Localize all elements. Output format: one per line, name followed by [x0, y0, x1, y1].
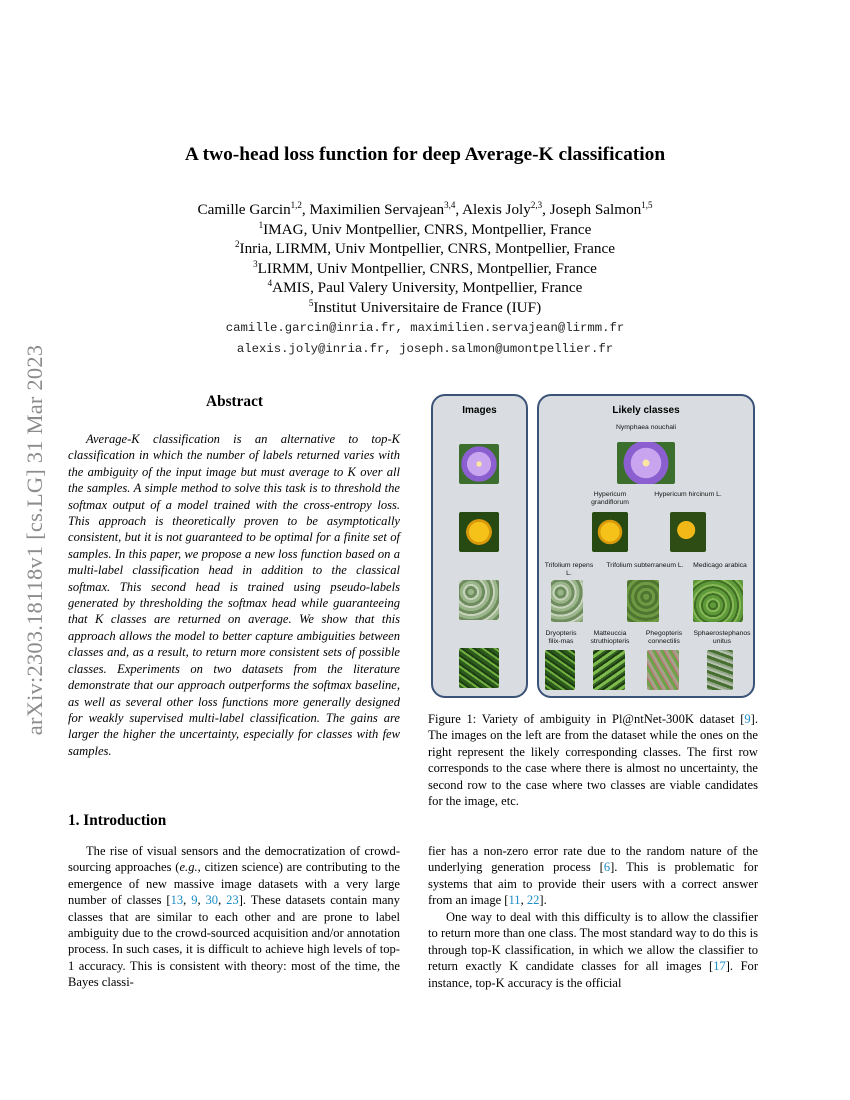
citation-link[interactable]: 13 — [170, 893, 184, 908]
class-label: Hypericum hircinum L. — [654, 491, 722, 498]
affil-text: Inria, LIRMM, Univ Montpellier, CNRS, Montpellier, France — [239, 240, 615, 258]
likely-classes-panel — [537, 394, 755, 698]
text-run: ]. For instance, top-K accuracy is the official — [428, 959, 758, 990]
image-water-lily — [459, 444, 499, 484]
abstract-heading: Abstract — [206, 393, 263, 410]
abstract-text: Average-K classification is an alternative to top-K classification in which the number of labels returned varies with the ambiguity of the input image but must average to K over all the samples. A simple method to solve this task is to threshold the softmax output of a model trained with the cross-entropy loss. This approach is theoretically proven to be asymptotically consistent, but it is not guaranteed to be optimal for a finite set of samples. In this paper, we propose a new loss function based on a multi-label classification head in addition to the classical softmax. This second head is trained using pseudo-labels generated by thresholding the softmax head while guaranteeing that K classes are returned on average. We show that this approach allows the model to better capture ambiguities between classes and, as a result, to return more consistent sets of possible classes. Experiments on two datasets from the literature demonstrate that our approach outperforms the softmax baseline, as well as several other loss functions more generally designed for weakly supervised multi-label classification. The gains are larger the higher the uncertainty, especially for classes with few samples. — [68, 432, 400, 758]
author-sep: , — [542, 201, 550, 218]
affiliation — [0, 239, 850, 259]
arxiv-stamp: arXiv:2303.18118v1 [cs.LG] 31 Mar 2023 — [22, 344, 47, 736]
class-image-hypericum-hircinum — [670, 512, 706, 552]
image-clover — [459, 580, 499, 620]
author-name: Alexis Joly — [462, 201, 531, 218]
image-hypericum — [459, 512, 499, 552]
affil-num: 1 — [258, 219, 264, 230]
class-label: Phegopteris connectilis — [645, 630, 683, 645]
class-label: Matteuccia struthiopteris — [590, 630, 630, 645]
class-image-phegopteris — [647, 650, 679, 690]
class-image-nymphaea — [617, 442, 675, 484]
text-run: The rise of visual sensors and the democratization of crowd-sourcing approaches ( — [68, 844, 400, 875]
author-affil: 2,3 — [530, 199, 543, 210]
class-label: Trifolium subterraneum L. — [606, 562, 684, 569]
class-image-matteuccia — [593, 650, 625, 690]
affil-text: IMAG, Univ Montpellier, CNRS, Montpellier, France — [263, 220, 592, 238]
text-run: fier has a non-zero error rate due to the random nature of the underlying generation process [ — [428, 844, 758, 875]
class-label: Trifolium repens L. — [544, 562, 594, 577]
class-image-trifolium-repens — [551, 580, 583, 622]
affil-num: 2 — [235, 239, 240, 250]
author-affil: 1,5 — [641, 199, 653, 210]
text-run: ]. This is problematic for systems that aim to provide their users with a correct answer from an image [ — [428, 860, 758, 908]
email-line: alexis.joly@inria.fr, joseph.salmon@umontpellier.fr — [236, 342, 614, 356]
likely-classes-title: Likely classes — [612, 405, 680, 416]
email-line: camille.garcin@inria.fr, maximilien.servajean@lirmm.fr — [225, 321, 625, 335]
images-panel — [431, 394, 528, 698]
author-line — [0, 200, 850, 220]
affiliation — [0, 259, 850, 279]
author-block — [0, 200, 850, 318]
class-image-sphaerostephanos — [707, 650, 733, 690]
affiliation — [0, 220, 850, 240]
citation-link[interactable]: 11 — [508, 893, 521, 908]
class-image-dryopteris — [545, 650, 575, 690]
text-run: ]. The images on the left are from the dataset while the ones on the right represent the likely corresponding classes. The first row corresponds to the case where there is almost no uncertainty, the second row to the case where two classes are viable candidates for the image, etc. — [428, 712, 758, 809]
text-run: e.g., — [179, 860, 201, 875]
affil-text: Institut Universitaire de France (IUF) — [313, 298, 542, 316]
citation-link[interactable]: 6 — [603, 860, 611, 875]
author-sep: , — [301, 201, 310, 218]
paper-title: A two-head loss function for deep Average-K classification — [184, 144, 666, 165]
text-run: Figure 1: Variety of ambiguity in Pl@ntNet-300K dataset [ — [428, 712, 745, 726]
affil-text: AMIS, Paul Valery University, Montpellier, France — [272, 279, 583, 297]
figure-caption — [428, 711, 758, 809]
images-panel-title: Images — [462, 405, 497, 416]
class-image-medicago — [693, 580, 743, 622]
citation-link[interactable]: 9 — [191, 893, 198, 908]
right-paragraph-2 — [428, 909, 758, 991]
affil-text: LIRMM, Univ Montpellier, CNRS, Montpellier, France — [257, 259, 597, 277]
citation-link[interactable]: 23 — [226, 893, 239, 908]
text-run: One way to deal with this difficulty is to allow the classifier to return more than one class. The most standard way to do this is through top-K classification, in which we allow the classifier to return exactly K candidate classes for all images [ — [428, 910, 758, 974]
author-affil: 3,4 — [444, 199, 456, 210]
citation-link[interactable]: 17 — [713, 959, 726, 974]
right-paragraph-1: fier has a non-zero error rate due to the random nature of the underlying generation process [6]. This is problematic for systems that aim to provide their users with a correct answer from an image [11, 22]. — [428, 844, 758, 908]
class-label: Nymphaea nouchali — [615, 424, 677, 431]
text-run: ]. These datasets contain many classes that are similar to each other and are prone to label ambiguity due to the crowd-sourced acquisition and/or annotation process. In such cases, it is difficult to achieve high levels of top-1 accuracy. This is consistent with theory: most of the time, the Bayes classi- — [68, 893, 400, 990]
text-run: citizen science) are contributing to the emergence of new massive image datasets with a very large number of classes [ — [68, 860, 400, 908]
author-name: Maximilien Servajean — [309, 201, 445, 218]
citation-link[interactable]: 30 — [205, 893, 219, 908]
affiliation — [0, 298, 850, 318]
class-label: Hypericum grandiflorum — [591, 491, 629, 506]
text-run: ]. — [539, 893, 547, 908]
email-block — [0, 318, 850, 360]
author-name: Camille Garcin — [197, 201, 291, 218]
class-image-hypericum-grandiflorum — [592, 512, 628, 552]
author-sep: , — [455, 201, 463, 218]
affil-num: 3 — [253, 258, 258, 269]
author-name: Joseph Salmon — [549, 201, 642, 218]
affil-num: 4 — [267, 278, 273, 289]
affil-num: 5 — [308, 297, 314, 308]
class-label: Sphaerostephanos unitus — [693, 630, 751, 645]
class-label: Dryopteris filix-mas — [545, 630, 577, 645]
citation-link[interactable]: 22 — [526, 893, 540, 908]
class-image-trifolium-subterraneum — [627, 580, 659, 622]
class-label: Medicago arabica — [693, 562, 747, 569]
intro-paragraph: The rise of visual sensors and the democratization of crowd-sourcing approaches (e.g., citizen science) are contributing to the emergence of new massive image datasets with a very large number of classes [13, 9, 30, 23]. These datasets contain many classes that are similar to each other and are prone to label ambiguity due to the crowd-sourced acquisition and/or annotation process. In such cases, it is difficult to achieve high levels of top-1 accuracy. This is consistent with theory: most of the time, the Bayes classi- — [68, 844, 400, 990]
author-affil: 1,2 — [290, 199, 302, 210]
image-fern — [459, 648, 499, 688]
citation-link[interactable]: 9 — [744, 712, 751, 726]
section-heading-introduction: 1. Introduction — [68, 812, 167, 829]
figure-1 — [428, 392, 758, 702]
affiliation — [0, 278, 850, 298]
